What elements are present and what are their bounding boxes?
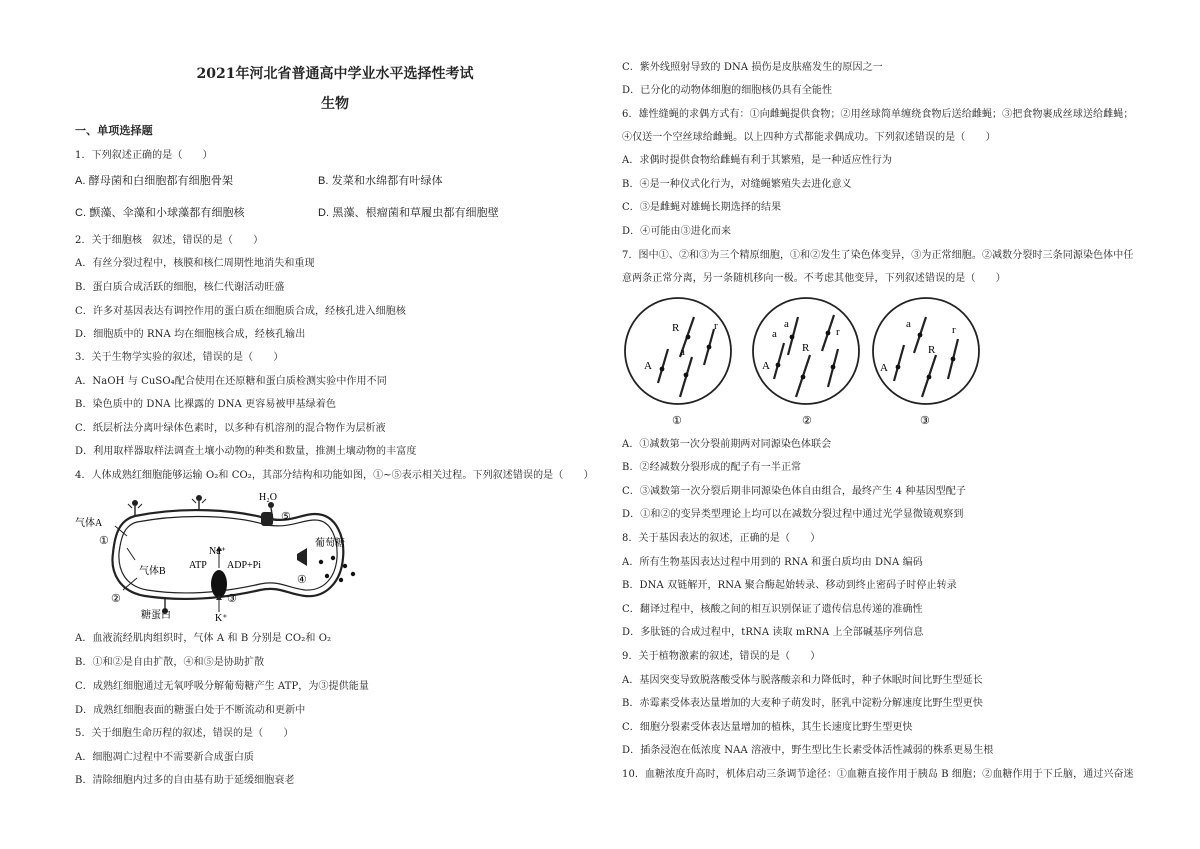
process-3-label: ③ xyxy=(227,593,237,605)
cell-3-number: ③ xyxy=(920,415,930,427)
cell-1-a-label: a xyxy=(680,346,685,358)
q4-option-d: D．成熟红细胞表面的糖蛋白处于不断流动和更新中 xyxy=(75,705,306,716)
q7-option-d: D．①和②的变异类型理论上均可以在减数分裂过程中通过光学显微镜观察到 xyxy=(622,509,964,520)
cell-2-A-label: A xyxy=(762,360,770,372)
cell-1-number: ① xyxy=(672,415,682,427)
q6-option-d: D．④可能由③进化而来 xyxy=(622,226,732,237)
q8-option-b: B．DNA 双链解开，RNA 聚合酶起始转录、移动到终止密码子时停止转录 xyxy=(622,580,957,591)
q6-option-a: A．求偶时提供食物给雌蝇有利于其繁殖，是一种适应性行为 xyxy=(622,155,892,166)
q9-option-c: C．细胞分裂素受体表达量增加的植株，其生长速度比野生型更快 xyxy=(622,722,913,733)
q2-option-c: C．许多对基因表达有调控作用的蛋白质在细胞质合成，经核孔进入细胞核 xyxy=(75,306,406,317)
question-5: 5．关于细胞生命历程的叙述，错误的是（ ） xyxy=(75,728,294,739)
gas-a-label: 气体A xyxy=(75,518,103,529)
glycoprotein-top-1 xyxy=(128,500,142,516)
q1-option-d: D. 黑藻、根瘤菌和草履虫都有细胞壁 xyxy=(318,207,499,219)
water-channel xyxy=(261,512,273,526)
q7-option-b: B．②经减数分裂形成的配子有一半正常 xyxy=(622,462,802,473)
question-4: 4．人体成熟红细胞能够运输 O₂和 CO₂，其部分结构和功能如图，①~⑤表示相关过程。下列叙述错误的是（ ） xyxy=(75,470,594,481)
glucose-label: 葡萄糖 xyxy=(315,538,345,549)
q1-option-a: A. 酵母菌和白细胞都有细胞骨架 xyxy=(75,175,234,187)
adp-label: ADP+Pi xyxy=(227,560,261,571)
cell-1 xyxy=(625,298,731,404)
question-7-line-2: 意两条正常分离，另一条随机移向一极。不考虑其他变异，下列叙述错误的是（ ） xyxy=(622,273,1006,284)
q5-option-b: B．清除细胞内过多的自由基有助于延缓细胞衰老 xyxy=(75,775,295,786)
q8-option-d: D．多肽链的合成过程中，tRNA 读取 mRNA 上全部碱基序列信息 xyxy=(622,627,924,638)
cell-3-r-label: r xyxy=(952,324,956,336)
q7-option-a: A．①减数第一次分裂前期两对同源染色体联会 xyxy=(622,439,832,450)
process-5-label: ⑤ xyxy=(281,511,291,523)
question-10: 10．血糖浓度升高时，机体启动三条调节途径：①血糖直接作用于胰岛 B 细胞；②血糖作用于下丘脑，通过兴奋迷 xyxy=(622,769,1134,780)
q8-option-c: C．翻译过程中，核酸之间的相互识别保证了遗传信息传递的准确性 xyxy=(622,604,923,615)
q5-option-a: A．细胞凋亡过程中不需要新合成蛋白质 xyxy=(75,752,255,763)
cell-2-a-label-2: a xyxy=(784,318,789,330)
question-2: 2．关于细胞核 叙述，错误的是（ ） xyxy=(75,235,264,246)
glucose-transporter xyxy=(297,548,307,566)
question-7-line-1: 7．图中①、②和③为三个精原细胞，①和②发生了染色体变异，③为正常细胞。②减数分裂时三条同源染色体中任 xyxy=(622,250,1134,261)
q5-option-d: D．已分化的动物体细胞的细胞核仍具有全能性 xyxy=(622,85,833,96)
q6-option-b: B．④是一种仪式化行为，对缝蝇繁殖失去进化意义 xyxy=(622,179,852,190)
water-label: H₂O xyxy=(259,492,277,503)
red-blood-cell-figure xyxy=(75,488,365,623)
cell-1-A-label: A xyxy=(644,360,652,372)
question-6-line-1: 6．雄性缝蝇的求偶方式有：①向雌蝇提供食物；②用丝球简单缠绕食物后送给雌蝇；③把食物裹成丝球送给雌蝇； xyxy=(622,109,1134,120)
section-heading: 一、单项选择题 xyxy=(75,124,153,137)
q2-option-a: A．有丝分裂过程中，核膜和核仁周期性地消失和重现 xyxy=(75,258,315,269)
q3-option-b: B．染色质中的 DNA 比裸露的 DNA 更容易被甲基绿着色 xyxy=(75,399,337,410)
process-4-label: ④ xyxy=(297,574,307,586)
q7-option-c: C．③减数第一次分裂后期非同源染色体自由组合，最终产生 4 种基因型配子 xyxy=(622,486,966,497)
q9-option-a: A．基因突变导致脱落酸受体与脱落酸亲和力降低时，种子休眠时间比野生型延长 xyxy=(622,675,983,686)
outer-membrane xyxy=(112,510,343,599)
cell-3 xyxy=(873,298,979,404)
sodium-label: Na⁺ xyxy=(209,546,226,557)
q6-option-c: C．③是雌蝇对雄蝇长期选择的结果 xyxy=(622,202,782,213)
cell-1-R-label: R xyxy=(672,322,680,334)
q4-option-a: A．血液流经肌肉组织时，气体 A 和 B 分别是 CO₂和 O₂ xyxy=(75,633,332,644)
question-6-line-2: ④仅送一个空丝球给雌蝇。以上四种方式都能求偶成功。下列叙述错误的是（ ） xyxy=(622,132,996,143)
cell-1-r-label: r xyxy=(714,320,718,332)
q2-option-d: D．细胞质中的 RNA 均在细胞核合成，经核孔输出 xyxy=(75,329,306,340)
glycoprotein-top-2 xyxy=(192,495,206,511)
glycoprotein-label: 糖蛋白 xyxy=(141,610,171,621)
exam-title: 2021年河北省普通高中学业水平选择性考试 xyxy=(196,66,474,82)
cell-3-a-label: a xyxy=(906,318,911,330)
gas-b-label: 气体B xyxy=(139,566,166,577)
question-1: 1．下列叙述正确的是（ ） xyxy=(75,150,213,161)
q8-option-a: A．所有生物基因表达过程中用到的 RNA 和蛋白质均由 DNA 编码 xyxy=(622,557,923,568)
question-9: 9．关于植物激素的叙述，错误的是（ ） xyxy=(622,651,821,662)
q3-option-d: D．利用取样器取样法调查土壤小动物的种类和数量，推测土壤动物的丰富度 xyxy=(75,446,417,457)
q3-option-a: A．NaOH 与 CuSO₄配合使用在还原糖和蛋白质检测实验中作用不同 xyxy=(75,376,387,387)
question-3: 3．关于生物学实验的叙述，错误的是（ ） xyxy=(75,352,284,363)
q4-option-b: B．①和②是自由扩散，④和⑤是协助扩散 xyxy=(75,657,265,668)
potassium-label: K⁺ xyxy=(215,613,228,623)
q2-option-b: B．蛋白质合成活跃的细胞，核仁代谢活动旺盛 xyxy=(75,282,285,293)
q9-option-d: D．插条浸泡在低浓度 NAA 溶液中，野生型比生长素受体活性减弱的株系更易生根 xyxy=(622,745,994,756)
q4-option-c: C．成熟红细胞通过无氧呼吸分解葡萄糖产生 ATP，为③提供能量 xyxy=(75,681,370,692)
process-1-label: ① xyxy=(99,535,109,547)
cell-2 xyxy=(753,298,859,404)
q3-option-c: C．纸层析法分离叶绿体色素时，以多种有机溶剂的混合物作为层析液 xyxy=(75,423,386,434)
atp-label: ATP xyxy=(189,560,207,571)
question-8: 8．关于基因表达的叙述，正确的是（ ） xyxy=(622,533,821,544)
cell-2-a-label-1: a xyxy=(772,328,777,340)
cell-3-A-label: A xyxy=(880,362,888,374)
cell-2-number: ② xyxy=(802,415,812,427)
q9-option-b: B．赤霉素受体表达量增加的大麦种子萌发时，胚乳中淀粉分解速度比野生型更快 xyxy=(622,698,983,709)
q5-option-c: C．紫外线照射导致的 DNA 损伤是皮肤癌发生的原因之一 xyxy=(622,62,883,73)
process-2-label: ② xyxy=(111,593,121,605)
cell-3-R-label: R xyxy=(928,344,936,356)
q1-option-b: B. 发菜和水绵都有叶绿体 xyxy=(318,175,443,187)
cell-2-R-label: R xyxy=(802,342,810,354)
chromosome-figure xyxy=(622,293,982,433)
exam-subject: 生物 xyxy=(321,96,349,112)
q1-option-c: C. 颤藻、伞藻和小球藻都有细胞核 xyxy=(75,207,245,219)
cell-2-r-label: r xyxy=(836,326,840,338)
